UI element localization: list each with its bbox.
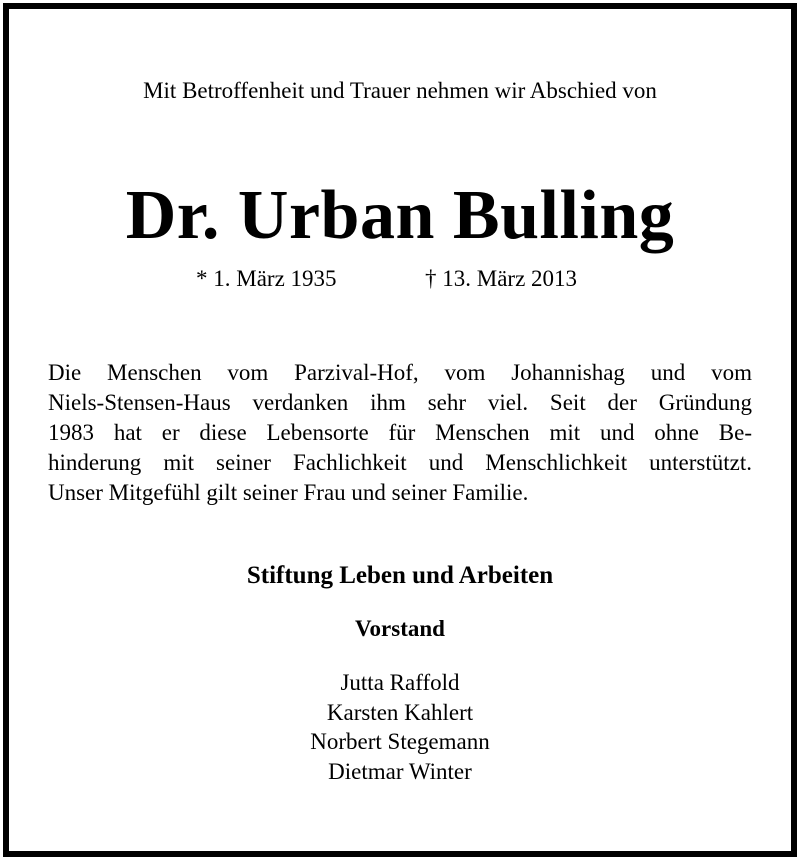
deceased-name: Dr. Urban Bulling xyxy=(125,177,675,254)
tribute-line: Die Menschen vom Parzival-Hof, vom Johannishag und vom xyxy=(48,360,752,385)
board-title: Vorstand xyxy=(355,616,445,641)
tribute-paragraph xyxy=(48,358,752,508)
board-members-list xyxy=(0,668,800,786)
birth-date: * 1. März 1935 xyxy=(196,266,337,291)
tribute-line: Niels-Stensen-Haus verdanken ihm sehr viel. Seit der Gründung xyxy=(48,390,752,415)
intro-line: Mit Betroffenheit und Trauer nehmen wir Abschied von xyxy=(143,78,657,103)
tribute-line: 1983 hat er diese Lebensorte für Menschen mit und ohne Be- xyxy=(48,420,752,445)
organization-name: Stiftung Leben und Arbeiten xyxy=(246,562,554,589)
board-member: Karsten Kahlert xyxy=(326,699,474,725)
tribute-line: hinderung mit seiner Fachlichkeit und Menschlichkeit unterstützt. xyxy=(48,450,752,475)
death-date: † 13. März 2013 xyxy=(425,266,578,291)
board-member: Jutta Raffold xyxy=(340,670,460,695)
tribute-line: Unser Mitgefühl gilt seiner Frau und seiner Familie. xyxy=(48,480,529,505)
board-member: Norbert Stegemann xyxy=(310,729,490,754)
board-member: Dietmar Winter xyxy=(328,758,472,784)
